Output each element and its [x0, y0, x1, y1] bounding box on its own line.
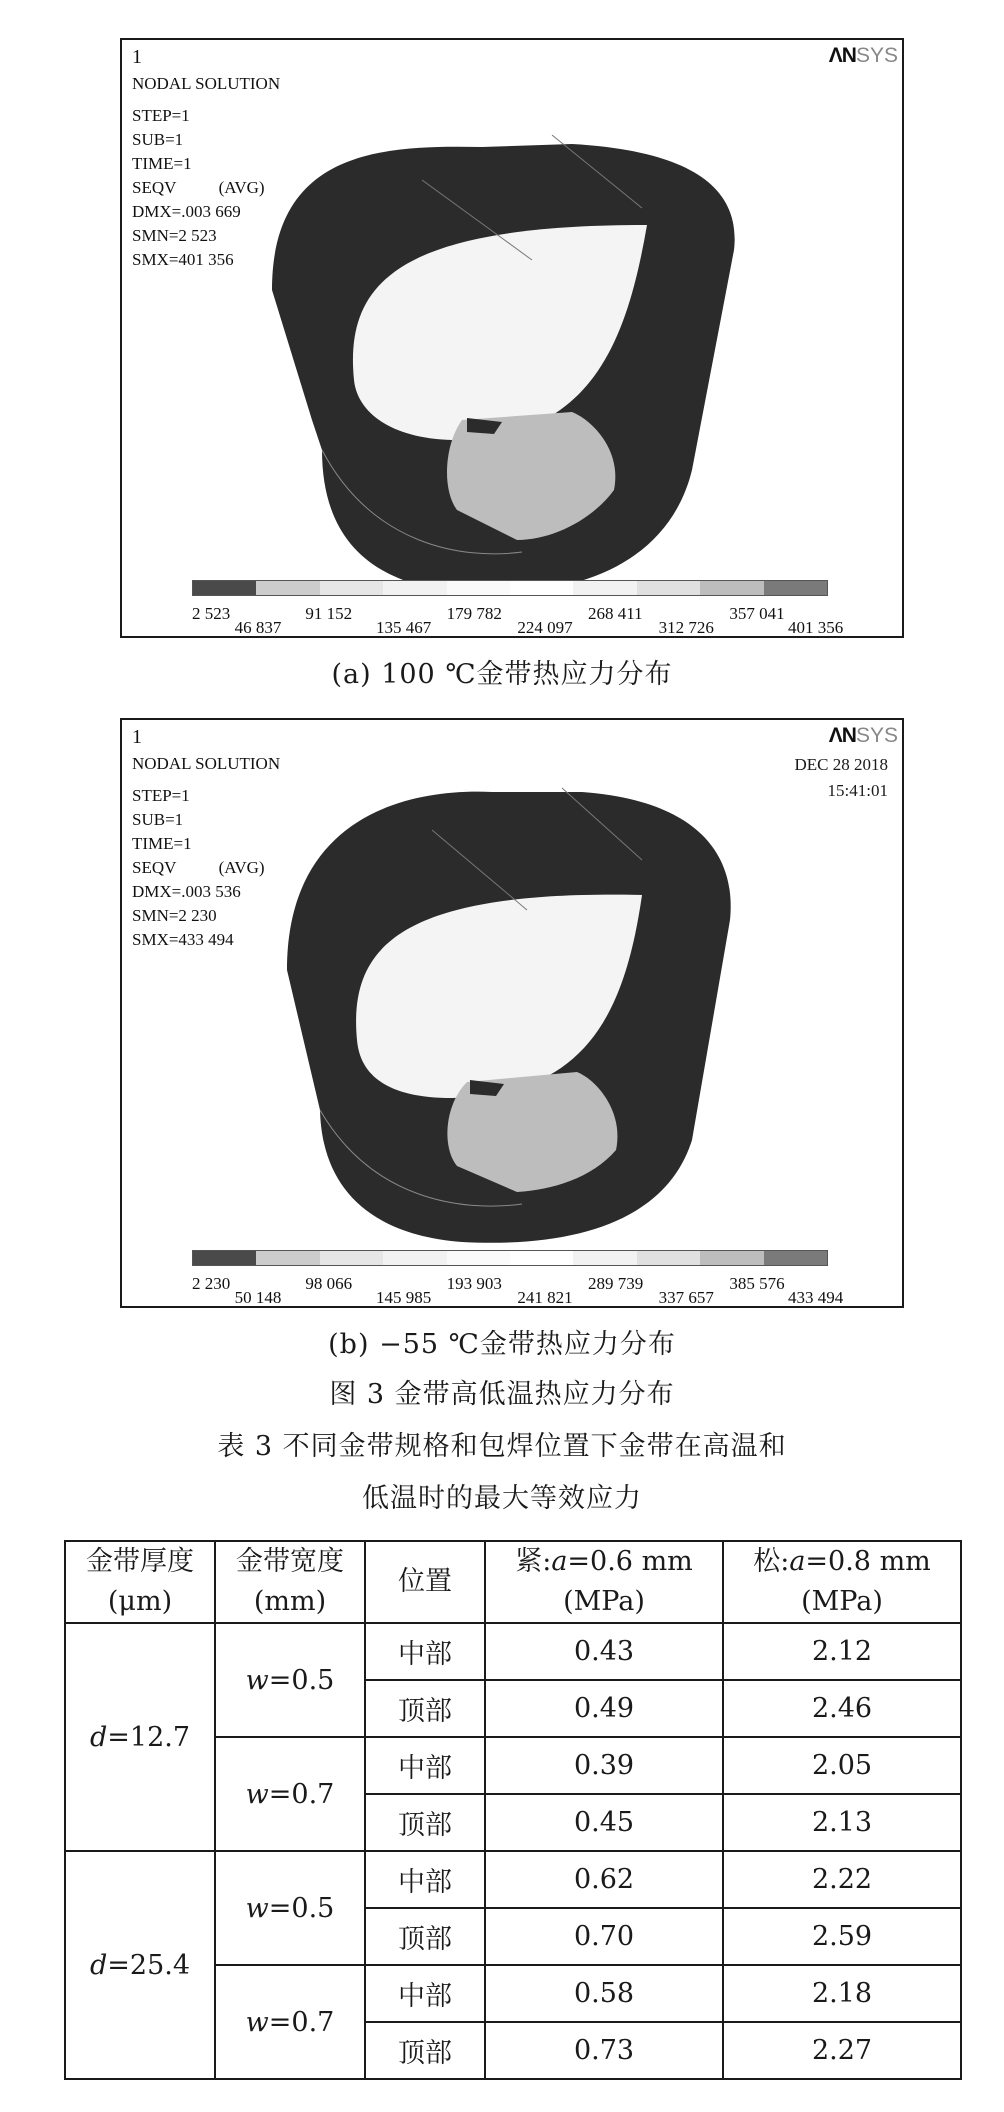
- legend-swatch: [383, 581, 446, 595]
- legend-swatch: [447, 1251, 510, 1265]
- timestamp: [795, 752, 889, 804]
- seqv-row: [132, 856, 280, 880]
- cell-tight: 0.58: [485, 1965, 723, 2022]
- sub-label: SUB=1: [132, 810, 184, 829]
- legend-swatch: [700, 1251, 763, 1265]
- legend-swatch: [383, 1251, 446, 1265]
- fea-panel-a: [120, 38, 904, 638]
- cell-tight: 0.62: [485, 1851, 723, 1908]
- window-number: 1: [132, 726, 142, 748]
- date-label: DEC 28 2018: [794, 755, 888, 774]
- cell-tight: 0.43: [485, 1623, 723, 1680]
- legend-swatch: [320, 581, 383, 595]
- legend-swatch: [510, 581, 573, 595]
- legend-label: 357 041: [729, 604, 785, 623]
- time-label: TIME=1: [132, 154, 192, 173]
- stress-table: [64, 1540, 962, 2080]
- solution-title: NODAL SOLUTION: [132, 74, 281, 93]
- caption-a: (a) 100 ℃金带热应力分布: [331, 659, 673, 690]
- header-position: 位置: [365, 1541, 485, 1623]
- legend-swatch: [573, 581, 636, 595]
- cell-loose: 2.59: [723, 1908, 961, 1965]
- legend-label: 224 097: [517, 618, 573, 637]
- seqv-row: [132, 176, 280, 200]
- table-caption-line1: 表 3 不同金带规格和包焊位置下金带在高温和: [217, 1431, 787, 1462]
- table-row: [65, 1851, 961, 1908]
- cell-tight: 0.49: [485, 1680, 723, 1737]
- legend-label: 135 467: [376, 618, 432, 637]
- cell-loose: 2.46: [723, 1680, 961, 1737]
- cell-position: 中部: [365, 1737, 485, 1794]
- avg-label: (AVG): [218, 178, 265, 197]
- legend-swatch: [573, 1251, 636, 1265]
- color-legend-a: [192, 580, 828, 596]
- sub-label: SUB=1: [132, 130, 184, 149]
- legend-label: 179 782: [446, 604, 502, 623]
- smn-label: SMN=2 523: [132, 226, 217, 245]
- avg-label: (AVG): [218, 858, 265, 877]
- cell-loose: 2.13: [723, 1794, 961, 1851]
- header-loose: 松:a=0.8 mm (MPa): [723, 1541, 961, 1623]
- legend-label: 91 152: [305, 604, 353, 623]
- ansys-logo: ΛNSYS: [828, 44, 898, 67]
- cell-width: w=0.5: [215, 1623, 365, 1737]
- legend-swatch: [637, 1251, 700, 1265]
- legend-label: 312 726: [658, 618, 714, 637]
- cell-position: 顶部: [365, 1794, 485, 1851]
- cell-loose: 2.05: [723, 1737, 961, 1794]
- legend-label: 401 356: [788, 618, 844, 637]
- cell-width: w=0.5: [215, 1851, 365, 1965]
- legend-swatch: [256, 1251, 319, 1265]
- cell-position: 顶部: [365, 2022, 485, 2079]
- cell-loose: 2.22: [723, 1851, 961, 1908]
- solution-info-a: [132, 44, 280, 272]
- cell-tight: 0.39: [485, 1737, 723, 1794]
- legend-label: 289 739: [588, 1274, 644, 1293]
- cell-loose: 2.27: [723, 2022, 961, 2079]
- step-label: STEP=1: [132, 106, 190, 125]
- seqv-label: SEQV: [132, 178, 177, 197]
- legend-swatch: [193, 1251, 256, 1265]
- legend-swatch: [764, 581, 827, 595]
- legend-label: 2 523: [192, 604, 231, 623]
- step-label: STEP=1: [132, 786, 190, 805]
- legend-swatch: [447, 581, 510, 595]
- header-tight: 紧:a=0.6 mm (MPa): [485, 1541, 723, 1623]
- cell-position: 中部: [365, 1623, 485, 1680]
- legend-swatch: [193, 581, 256, 595]
- cell-tight: 0.45: [485, 1794, 723, 1851]
- cell-position: 中部: [365, 1965, 485, 2022]
- dmx-label: DMX=.003 669: [132, 202, 241, 221]
- cell-tight: 0.70: [485, 1908, 723, 1965]
- smx-label: SMX=433 494: [132, 930, 234, 949]
- fea-panel-b: [120, 718, 904, 1308]
- legend-label: 98 066: [305, 1274, 353, 1293]
- cell-tight: 0.73: [485, 2022, 723, 2079]
- solution-title: NODAL SOLUTION: [132, 754, 281, 773]
- cell-loose: 2.12: [723, 1623, 961, 1680]
- cell-position: 顶部: [365, 1908, 485, 1965]
- legend-swatch: [256, 581, 319, 595]
- legend-label: 337 657: [658, 1288, 714, 1307]
- dmx-label: DMX=.003 536: [132, 882, 241, 901]
- table-header-row: [65, 1541, 961, 1623]
- clock-label: 15:41:01: [827, 781, 888, 800]
- legend-label: 433 494: [788, 1288, 844, 1307]
- legend-swatch: [764, 1251, 827, 1265]
- cell-loose: 2.18: [723, 1965, 961, 2022]
- legend-label: 145 985: [376, 1288, 432, 1307]
- window-number: 1: [132, 46, 142, 68]
- legend-label: 46 837: [234, 618, 282, 637]
- cell-thickness: d=25.4: [65, 1851, 215, 2079]
- legend-label: 50 148: [234, 1288, 282, 1307]
- legend-label: 2 230: [192, 1274, 231, 1293]
- caption-b: (b) −55 ℃金带热应力分布: [328, 1329, 676, 1360]
- legend-label: 385 576: [729, 1274, 785, 1293]
- table-row: [65, 1623, 961, 1680]
- time-label: TIME=1: [132, 834, 192, 853]
- legend-label: 268 411: [588, 604, 643, 623]
- color-legend-b: [192, 1250, 828, 1266]
- legend-swatch: [700, 581, 763, 595]
- header-thickness: 金带厚度 (μm): [65, 1541, 215, 1623]
- seqv-label: SEQV: [132, 858, 177, 877]
- smn-label: SMN=2 230: [132, 906, 217, 925]
- cell-position: 顶部: [365, 1680, 485, 1737]
- ansys-logo: ΛNSYS: [828, 724, 898, 747]
- cell-width: w=0.7: [215, 1737, 365, 1851]
- cell-thickness: d=12.7: [65, 1623, 215, 1851]
- solution-info-b: [132, 724, 280, 952]
- figure-caption: 图 3 金带高低温热应力分布: [329, 1379, 675, 1410]
- cell-position: 中部: [365, 1851, 485, 1908]
- cell-width: w=0.7: [215, 1965, 365, 2079]
- smx-label: SMX=401 356: [132, 250, 234, 269]
- legend-swatch: [320, 1251, 383, 1265]
- header-width: 金带宽度 (mm): [215, 1541, 365, 1623]
- legend-swatch: [510, 1251, 573, 1265]
- table-caption-line2: 低温时的最大等效应力: [362, 1483, 642, 1514]
- legend-label: 193 903: [446, 1274, 502, 1293]
- legend-swatch: [637, 581, 700, 595]
- legend-label: 241 821: [517, 1288, 573, 1307]
